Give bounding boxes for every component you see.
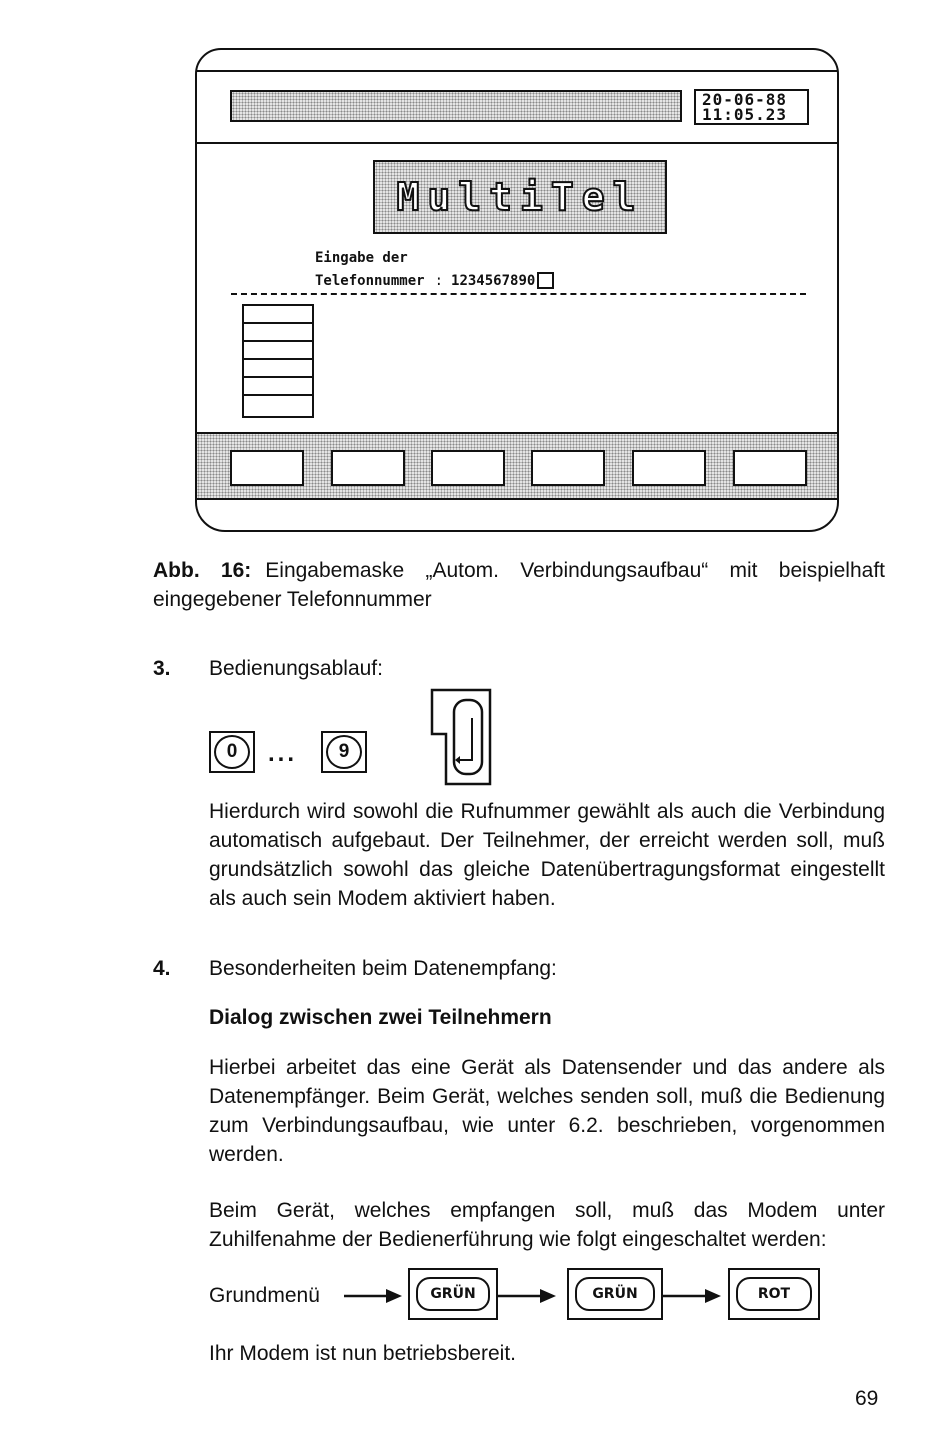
list-item[interactable] bbox=[244, 342, 312, 360]
caption-text: Eingabemaske „Autom. Verbindungsaufbau“ mit beispielhaft eingegebener Telefonnummer bbox=[153, 559, 886, 611]
prompt-line1: Eingabe der bbox=[315, 250, 408, 266]
list-item[interactable] bbox=[244, 360, 312, 378]
item4-heading: Besonderheiten beim Datenempfang: bbox=[209, 957, 557, 980]
cursor-box bbox=[537, 272, 554, 289]
arrow-right-icon bbox=[663, 1286, 723, 1306]
softkey-3[interactable] bbox=[431, 450, 505, 486]
list-item[interactable] bbox=[244, 378, 312, 396]
red-key-label: ROT bbox=[736, 1277, 812, 1311]
key-0-label: 0 bbox=[214, 735, 250, 769]
phone-value: 1234567890 bbox=[451, 272, 536, 289]
phone-label: Telefonnummer bbox=[315, 272, 425, 289]
status-line bbox=[230, 90, 682, 122]
clock-display bbox=[694, 89, 809, 125]
key-9-label: 9 bbox=[326, 735, 362, 769]
closing-text: Ihr Modem ist nun betriebsbereit. bbox=[209, 1342, 516, 1365]
figure-caption bbox=[153, 556, 885, 614]
item4-paragraph2: Beim Gerät, welches empfangen soll, muß das Modem unter Zuhilfenahme der Bedienerführung wie folgt eingeschaltet werden: bbox=[209, 1199, 885, 1251]
softkey-5[interactable] bbox=[632, 450, 706, 486]
list-item[interactable] bbox=[244, 306, 312, 324]
digit-key-9[interactable] bbox=[321, 731, 367, 773]
sequence-start: Grundmenü bbox=[209, 1284, 320, 1307]
green-key-1[interactable] bbox=[408, 1268, 498, 1320]
green-key-2[interactable] bbox=[567, 1268, 663, 1320]
logo-text: MultiTel bbox=[396, 175, 644, 219]
list-item[interactable] bbox=[244, 324, 312, 342]
item4-subheading: Dialog zwischen zwei Teilnehmern bbox=[209, 1006, 552, 1029]
clock-date: 20-06-88 bbox=[702, 90, 788, 109]
caption-label: Abb. 16: bbox=[153, 559, 252, 582]
enter-key-icon[interactable] bbox=[426, 688, 492, 786]
red-key[interactable] bbox=[728, 1268, 820, 1320]
item4-number: 4. bbox=[153, 957, 171, 980]
digit-key-0[interactable] bbox=[209, 731, 255, 773]
arrow-right-icon bbox=[342, 1286, 404, 1306]
selection-list bbox=[242, 304, 314, 418]
phone-number-field[interactable] bbox=[315, 272, 554, 289]
screen-figure bbox=[195, 48, 839, 532]
item3-heading: Bedienungsablauf: bbox=[209, 657, 383, 680]
softkey-bar bbox=[197, 432, 837, 500]
softkey-6[interactable] bbox=[733, 450, 807, 486]
softkey-1[interactable] bbox=[230, 450, 304, 486]
multitel-logo bbox=[373, 160, 667, 234]
key-ellipsis: ... bbox=[268, 740, 298, 767]
page-number: 69 bbox=[855, 1387, 879, 1410]
separator-line bbox=[231, 293, 806, 295]
softkey-4[interactable] bbox=[531, 450, 605, 486]
phone-colon: : bbox=[434, 272, 444, 289]
softkey-2[interactable] bbox=[331, 450, 405, 486]
item4-paragraph1: Hierbei arbeitet das eine Gerät als Datensender und das andere als Datenempfänger. Beim Gerät, welches senden soll, muß die Bedienung zum Verbindungsaufbau, wie unter 6.2. beschrieben, vorgenommen werden. bbox=[209, 1056, 885, 1166]
item3-number: 3. bbox=[153, 657, 171, 680]
clock-time: 11:05.23 bbox=[702, 105, 788, 124]
green-key-2-label: GRÜN bbox=[575, 1277, 655, 1311]
arrow-right-icon bbox=[498, 1286, 558, 1306]
item3-paragraph: Hierdurch wird sowohl die Rufnummer gewählt als auch die Verbindung automatisch aufgebaut. Der Teilnehmer, der erreicht werden soll, muß grundsätzlich sowohl das gleiche Datenübertragungsformat eingestellt als auch sein Modem aktiviert haben. bbox=[209, 800, 885, 910]
green-key-1-label: GRÜN bbox=[416, 1277, 490, 1311]
screen-top-bar bbox=[197, 70, 837, 144]
